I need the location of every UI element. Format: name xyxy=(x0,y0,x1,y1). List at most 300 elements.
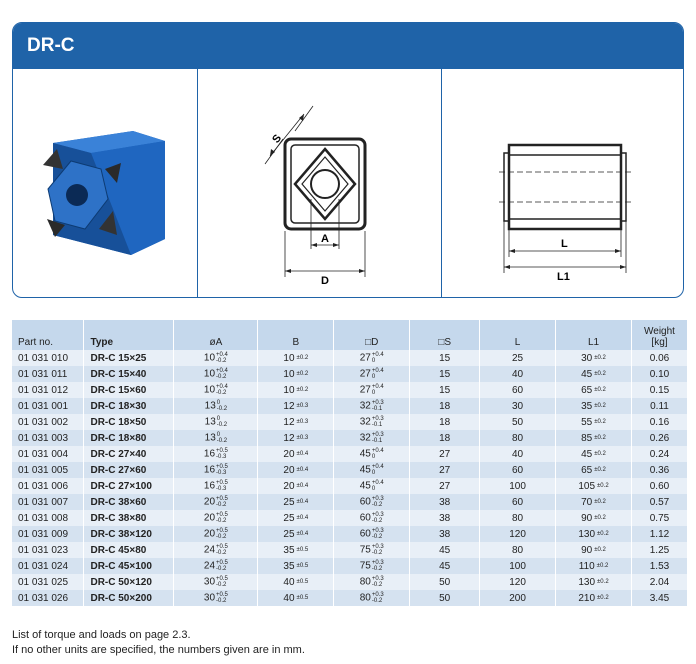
s-value: 27 xyxy=(439,480,451,492)
tolerance xyxy=(217,416,227,428)
part-no: 01 031 009 xyxy=(18,528,69,540)
dim-l-label: L xyxy=(561,238,568,250)
cell-weight xyxy=(631,398,687,414)
l1-tolerance: ±0.2 xyxy=(594,466,606,473)
cell-d xyxy=(334,398,410,414)
part-no: 01 031 008 xyxy=(18,512,69,524)
tolerance xyxy=(216,528,228,540)
cell-d xyxy=(334,446,410,462)
l1-value: 130 xyxy=(578,528,596,540)
cell-l xyxy=(480,526,556,542)
tolerance-upper: +0.4 xyxy=(371,464,384,470)
cell-l1 xyxy=(556,398,632,414)
cell-a xyxy=(174,414,258,430)
tolerance-lower: -0.2 xyxy=(216,358,227,364)
b-value: 40 xyxy=(283,576,295,588)
b-value: 20 xyxy=(283,480,295,492)
tolerance-upper: +0.5 xyxy=(216,576,228,582)
cell-l xyxy=(480,510,556,526)
b-value: 10 xyxy=(283,368,295,380)
a-value: 20 xyxy=(203,496,216,508)
l-value: 40 xyxy=(512,448,524,460)
cell-part-no xyxy=(12,430,84,446)
cell-weight xyxy=(631,542,687,558)
cell-d xyxy=(334,382,410,398)
tolerance-upper: +0.4 xyxy=(371,384,384,390)
cell-l1 xyxy=(556,446,632,462)
cell-weight xyxy=(631,366,687,382)
tolerance-upper: 0 xyxy=(216,400,221,406)
tolerance-upper: +0.4 xyxy=(371,352,384,358)
weight: 0.06 xyxy=(649,352,670,364)
cell-type xyxy=(84,366,174,382)
type: DR-C 50×200 xyxy=(90,592,152,604)
tolerance xyxy=(372,352,384,364)
a-value: 13 xyxy=(204,416,216,428)
b-value: 35 xyxy=(283,560,295,572)
product-images xyxy=(13,69,683,298)
cell-l xyxy=(480,494,556,510)
cell-a xyxy=(174,462,258,478)
b-value: 10 xyxy=(283,384,295,396)
cell-b xyxy=(258,494,334,510)
cell-type xyxy=(84,462,174,478)
tolerance xyxy=(372,480,384,492)
l1-value: 55 xyxy=(581,416,593,428)
l1-tolerance: ±0.2 xyxy=(594,386,606,393)
tolerance-lower: -0.2 xyxy=(216,518,227,524)
footnote-torque: List of torque and loads on page 2.3. xyxy=(12,629,191,641)
cell-d xyxy=(334,350,410,366)
cell-d xyxy=(334,526,410,542)
weight: 0.24 xyxy=(649,448,670,460)
l1-value: 85 xyxy=(581,432,593,444)
s-value: 18 xyxy=(439,416,451,428)
tolerance-lower: 0 xyxy=(371,454,376,460)
rubber-element-3d-image xyxy=(13,69,198,298)
weight: 0.60 xyxy=(649,480,670,492)
cell-b xyxy=(258,574,334,590)
table-row xyxy=(12,366,688,382)
d-value: 27 xyxy=(359,368,371,380)
d-value: 60 xyxy=(359,496,371,508)
cell-part-no xyxy=(12,510,84,526)
cell-l xyxy=(480,478,556,494)
side-view-drawing xyxy=(442,69,683,298)
weight: 1.12 xyxy=(649,528,670,540)
cell-part-no xyxy=(12,478,84,494)
table-row xyxy=(12,414,688,430)
tolerance-lower: 0 xyxy=(371,470,376,476)
cell-type xyxy=(84,526,174,542)
d-value: 45 xyxy=(359,464,371,476)
cell-l1 xyxy=(556,462,632,478)
d-value: 45 xyxy=(359,480,371,492)
b-value: 20 xyxy=(283,448,295,460)
weight: 0.75 xyxy=(649,512,670,524)
dim-d-label: D xyxy=(321,275,329,287)
weight: 2.04 xyxy=(649,576,670,588)
part-no: 01 031 005 xyxy=(18,464,69,476)
l1-tolerance: ±0.2 xyxy=(597,482,609,489)
tolerance-lower: -0.1 xyxy=(371,438,383,444)
b-value: 40 xyxy=(283,592,295,604)
tolerance-upper: +0.5 xyxy=(216,544,228,550)
tolerance-upper: +0.5 xyxy=(216,592,228,598)
d-value: 60 xyxy=(359,528,371,540)
d-value: 32 xyxy=(359,416,371,428)
tolerance xyxy=(216,592,228,604)
cell-weight xyxy=(631,430,687,446)
cross-section-svg xyxy=(198,69,442,298)
tolerance xyxy=(372,400,384,412)
tolerance-lower: 0 xyxy=(371,486,376,492)
cell-d xyxy=(334,430,410,446)
cell-s xyxy=(410,526,480,542)
weight: 0.15 xyxy=(649,384,670,396)
tolerance xyxy=(217,432,227,444)
tolerance-lower: -0.2 xyxy=(216,550,227,556)
cell-s xyxy=(410,414,480,430)
l-value: 50 xyxy=(512,416,524,428)
l-value: 80 xyxy=(512,432,524,444)
tolerance-lower: -0.2 xyxy=(371,502,383,508)
weight: 0.36 xyxy=(649,464,670,476)
part-no: 01 031 024 xyxy=(18,560,69,572)
l-value: 100 xyxy=(509,560,526,572)
tolerance-lower: -0.2 xyxy=(371,582,383,588)
d-value: 80 xyxy=(359,576,371,588)
tolerance-upper: +0.3 xyxy=(371,496,384,502)
tolerance-lower: 0 xyxy=(371,358,376,364)
col-header-type: Type xyxy=(84,320,174,350)
a-value: 10 xyxy=(203,384,216,396)
a-value: 20 xyxy=(203,528,216,540)
cell-l xyxy=(480,462,556,478)
part-no: 01 031 011 xyxy=(18,368,68,380)
a-value: 10 xyxy=(203,352,216,364)
col-header-l1: L1 xyxy=(556,320,632,350)
l1-value: 70 xyxy=(581,496,593,508)
col-header-a: øA xyxy=(174,320,258,350)
b-value: 25 xyxy=(283,528,295,540)
table-row xyxy=(12,350,688,366)
tolerance-lower: -0.2 xyxy=(216,582,227,588)
b-tolerance: ±0.5 xyxy=(296,562,309,569)
a-value: 13 xyxy=(204,432,216,444)
l1-tolerance: ±0.2 xyxy=(594,546,606,553)
d-value: 32 xyxy=(359,432,371,444)
s-value: 38 xyxy=(439,512,451,524)
col-header-d: □D xyxy=(334,320,410,350)
tolerance xyxy=(372,416,384,428)
table-row xyxy=(12,526,688,542)
cell-a xyxy=(174,398,258,414)
type: DR-C 27×60 xyxy=(90,464,147,476)
tolerance xyxy=(216,512,228,524)
tolerance-lower: -0.2 xyxy=(216,502,227,508)
tolerance-upper: +0.4 xyxy=(371,448,384,454)
cell-part-no xyxy=(12,382,84,398)
b-tolerance: ±0.2 xyxy=(296,386,309,393)
cell-b xyxy=(258,366,334,382)
tolerance-upper: +0.3 xyxy=(371,416,384,422)
tolerance xyxy=(216,352,228,364)
cell-b xyxy=(258,590,334,606)
d-value: 60 xyxy=(359,512,371,524)
cell-l1 xyxy=(556,558,632,574)
b-tolerance: ±0.4 xyxy=(296,466,309,473)
cell-part-no xyxy=(12,590,84,606)
l1-tolerance: ±0.2 xyxy=(594,450,606,457)
type: DR-C 38×60 xyxy=(90,496,147,508)
cell-d xyxy=(334,414,410,430)
cell-d xyxy=(334,462,410,478)
l1-tolerance: ±0.2 xyxy=(594,402,606,409)
cell-weight xyxy=(631,590,687,606)
tolerance xyxy=(372,432,384,444)
tolerance-upper: +0.3 xyxy=(371,528,384,534)
table-header-row xyxy=(12,320,688,350)
b-tolerance: ±0.3 xyxy=(296,434,309,441)
s-value: 45 xyxy=(439,560,451,572)
cell-weight xyxy=(631,350,687,366)
dim-s-label: S xyxy=(270,132,285,146)
s-value: 38 xyxy=(439,496,451,508)
tolerance-upper: 0 xyxy=(216,416,221,422)
cell-l xyxy=(480,414,556,430)
b-value: 25 xyxy=(283,512,295,524)
b-value: 35 xyxy=(283,544,295,556)
table-row xyxy=(12,446,688,462)
tolerance xyxy=(372,560,384,572)
b-tolerance: ±0.3 xyxy=(296,402,309,409)
type: DR-C 45×80 xyxy=(90,544,147,556)
cell-d xyxy=(334,494,410,510)
cell-d xyxy=(334,590,410,606)
l-value: 40 xyxy=(512,368,524,380)
a-value: 30 xyxy=(203,592,216,604)
cell-s xyxy=(410,382,480,398)
cell-type xyxy=(84,398,174,414)
type: DR-C 27×40 xyxy=(90,448,147,460)
b-tolerance: ±0.5 xyxy=(296,578,309,585)
type: DR-C 38×120 xyxy=(90,528,152,540)
type: DR-C 38×80 xyxy=(90,512,147,524)
type: DR-C 15×40 xyxy=(90,368,147,380)
cell-weight xyxy=(631,446,687,462)
side-view-svg xyxy=(442,69,683,298)
col-header-s: □S xyxy=(410,320,480,350)
l-value: 200 xyxy=(509,592,526,604)
b-tolerance: ±0.2 xyxy=(296,354,309,361)
tolerance-upper: +0.3 xyxy=(371,576,384,582)
tolerance xyxy=(372,384,384,396)
tolerance-lower: -0.3 xyxy=(216,454,227,460)
cell-type xyxy=(84,478,174,494)
type: DR-C 15×60 xyxy=(90,384,147,396)
cell-weight xyxy=(631,574,687,590)
s-value: 50 xyxy=(439,592,451,604)
l1-value: 35 xyxy=(581,400,593,412)
tolerance-upper: +0.5 xyxy=(216,512,228,518)
cell-s xyxy=(410,542,480,558)
table-row xyxy=(12,478,688,494)
cell-type xyxy=(84,414,174,430)
tolerance-lower: -0.2 xyxy=(371,550,383,556)
a-value: 16 xyxy=(203,448,216,460)
l1-tolerance: ±0.2 xyxy=(597,530,609,537)
cell-l xyxy=(480,574,556,590)
cell-l xyxy=(480,382,556,398)
s-value: 50 xyxy=(439,576,451,588)
tolerance-lower: 0 xyxy=(371,390,376,396)
cell-a xyxy=(174,446,258,462)
cell-b xyxy=(258,350,334,366)
footnote-units: If no other units are specified, the numbers given are in mm. xyxy=(12,644,305,656)
cell-type xyxy=(84,542,174,558)
tolerance xyxy=(216,368,228,380)
tolerance xyxy=(372,368,384,380)
b-value: 12 xyxy=(283,416,295,428)
table-row xyxy=(12,542,688,558)
cell-s xyxy=(410,558,480,574)
part-no: 01 031 010 xyxy=(18,352,69,364)
cell-weight xyxy=(631,558,687,574)
cell-l xyxy=(480,590,556,606)
s-value: 27 xyxy=(439,464,451,476)
cell-part-no xyxy=(12,526,84,542)
cell-d xyxy=(334,542,410,558)
tolerance xyxy=(217,400,227,412)
l1-value: 30 xyxy=(581,352,593,364)
b-tolerance: ±0.4 xyxy=(296,530,309,537)
s-value: 15 xyxy=(439,352,451,364)
cell-a xyxy=(174,574,258,590)
b-tolerance: ±0.4 xyxy=(296,482,309,489)
cell-l1 xyxy=(556,542,632,558)
part-no: 01 031 025 xyxy=(18,576,69,588)
tolerance-lower: -0.2 xyxy=(371,566,383,572)
cell-s xyxy=(410,494,480,510)
table-row xyxy=(12,590,688,606)
cell-s xyxy=(410,590,480,606)
part-no: 01 031 002 xyxy=(18,416,69,428)
cell-b xyxy=(258,462,334,478)
part-no: 01 031 026 xyxy=(18,592,69,604)
tolerance-upper: +0.5 xyxy=(216,560,228,566)
weight: 0.11 xyxy=(650,400,669,412)
b-value: 12 xyxy=(283,400,295,412)
table-row xyxy=(12,494,688,510)
a-value: 24 xyxy=(203,560,216,572)
dim-l1-label: L1 xyxy=(557,271,570,283)
cell-part-no xyxy=(12,462,84,478)
dim-a-label: A xyxy=(321,233,329,245)
product-photo xyxy=(13,69,198,298)
cell-a xyxy=(174,526,258,542)
cell-l xyxy=(480,430,556,446)
cell-l xyxy=(480,350,556,366)
tolerance xyxy=(216,448,228,460)
tolerance-lower: 0 xyxy=(371,374,376,380)
tolerance-lower: -0.1 xyxy=(371,406,383,412)
tolerance-upper: +0.5 xyxy=(216,480,228,486)
d-value: 45 xyxy=(359,448,371,460)
l1-value: 130 xyxy=(578,576,596,588)
tolerance xyxy=(372,448,384,460)
b-value: 25 xyxy=(283,496,295,508)
cell-s xyxy=(410,398,480,414)
tolerance xyxy=(372,528,384,540)
l1-tolerance: ±0.2 xyxy=(596,562,609,569)
cell-b xyxy=(258,478,334,494)
b-value: 10 xyxy=(283,352,295,364)
b-tolerance: ±0.4 xyxy=(296,498,309,505)
a-value: 30 xyxy=(203,576,216,588)
tolerance-lower: -0.2 xyxy=(371,598,383,604)
cell-l1 xyxy=(556,590,632,606)
col-header-l: L xyxy=(480,320,556,350)
cell-part-no xyxy=(12,398,84,414)
tolerance xyxy=(372,576,384,588)
cell-s xyxy=(410,350,480,366)
b-tolerance: ±0.4 xyxy=(296,514,309,521)
a-value: 16 xyxy=(203,464,216,476)
cell-a xyxy=(174,430,258,446)
cell-type xyxy=(84,350,174,366)
tolerance xyxy=(216,560,228,572)
cell-part-no xyxy=(12,574,84,590)
cross-section-drawing xyxy=(198,69,442,298)
a-value: 13 xyxy=(204,400,216,412)
cell-l xyxy=(480,366,556,382)
cell-l xyxy=(480,558,556,574)
l-value: 30 xyxy=(512,400,524,412)
cell-b xyxy=(258,446,334,462)
cell-a xyxy=(174,382,258,398)
cell-s xyxy=(410,574,480,590)
cell-weight xyxy=(631,462,687,478)
tolerance-lower: -0.2 xyxy=(216,390,227,396)
b-tolerance: ±0.2 xyxy=(296,370,309,377)
tolerance-lower: -0.3 xyxy=(216,486,227,492)
cell-d xyxy=(334,574,410,590)
l-value: 25 xyxy=(512,352,524,364)
l-value: 120 xyxy=(509,528,526,540)
l1-value: 65 xyxy=(581,464,593,476)
cell-l1 xyxy=(556,414,632,430)
type: DR-C 45×100 xyxy=(90,560,152,572)
l1-value: 45 xyxy=(581,368,593,380)
cell-b xyxy=(258,510,334,526)
tolerance-lower: -0.2 xyxy=(371,518,383,524)
tolerance xyxy=(216,496,228,508)
tolerance-lower: -0.2 xyxy=(216,438,228,444)
cell-l xyxy=(480,542,556,558)
weight: 3.45 xyxy=(649,592,670,604)
l-value: 80 xyxy=(512,512,524,524)
cell-s xyxy=(410,462,480,478)
cell-l1 xyxy=(556,494,632,510)
cell-a xyxy=(174,542,258,558)
cell-s xyxy=(410,478,480,494)
cell-a xyxy=(174,478,258,494)
cell-b xyxy=(258,558,334,574)
l1-tolerance: ±0.2 xyxy=(594,418,606,425)
part-no: 01 031 007 xyxy=(18,496,69,508)
a-value: 20 xyxy=(203,512,216,524)
